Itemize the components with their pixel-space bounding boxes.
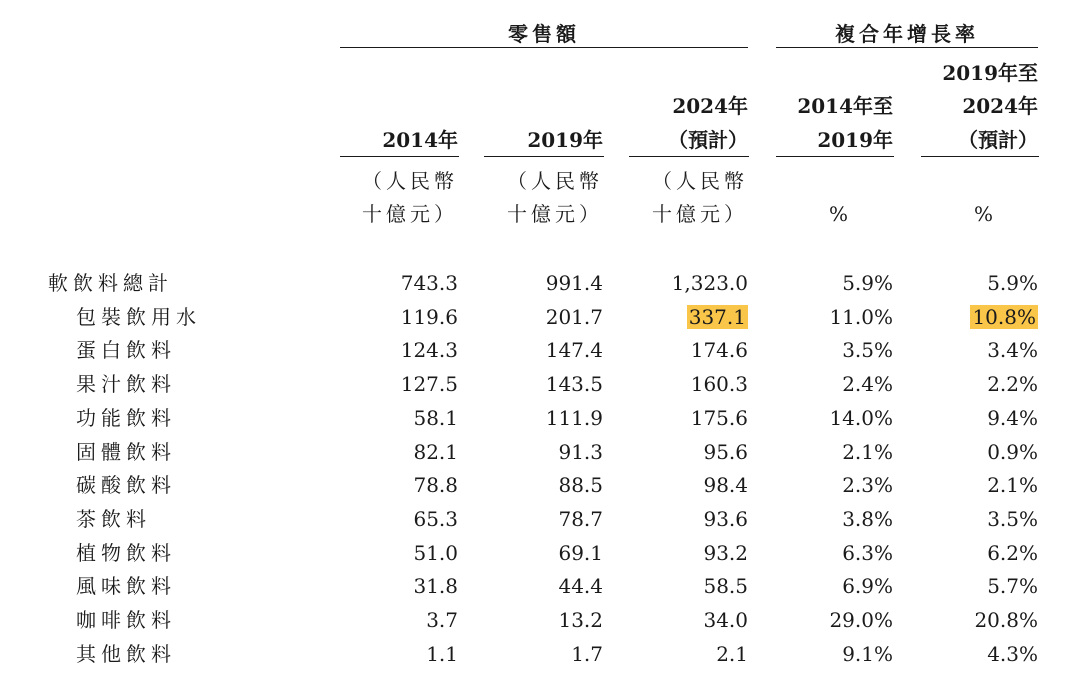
row-label: 咖啡飲料 [76, 608, 176, 632]
table-cell: 3.4% [987, 338, 1038, 363]
table-cell: 991.4 [545, 271, 603, 295]
table-cell: 58.5 [703, 574, 748, 599]
table-cell: 29.0% [829, 608, 893, 632]
row-label: 固體飲料 [76, 439, 176, 464]
column-unit-4-unit2: % [828, 202, 848, 226]
column-rule-1 [340, 156, 459, 157]
table-cell: 91.3 [558, 439, 603, 464]
table-cell [608, 301, 748, 334]
column-header-4-line2: 2014年至 [797, 94, 893, 118]
retail-sales-rule [340, 47, 748, 48]
table-cell: 147.4 [545, 338, 603, 363]
table-cell: 5.9% [987, 271, 1038, 295]
column-header-3-line3: （預計） [668, 128, 748, 152]
table-cell: 201.7 [545, 304, 603, 329]
table-cell: 69.1 [558, 540, 603, 565]
table-cell: 1.1 [426, 641, 458, 666]
table-cell: 3.5% [987, 506, 1038, 531]
table-cell: 4.3% [987, 641, 1038, 666]
table-cell: 3.7 [426, 608, 458, 632]
table-cell: 174.6 [690, 338, 748, 363]
table-cell: 78.7 [558, 506, 603, 531]
column-rule-3 [629, 156, 749, 157]
row-label: 風味飲料 [76, 574, 176, 599]
table-cell: 20.8% [974, 608, 1038, 632]
column-header-2-line3: 2019年 [527, 128, 603, 152]
column-unit-1-unit2: 十億元） [362, 202, 458, 226]
row-label: 軟飲料總計 [48, 271, 173, 295]
row-label: 碳酸飲料 [76, 473, 176, 498]
table-cell: 160.3 [690, 372, 748, 397]
column-unit-3-unit1: （人民幣 [652, 169, 748, 193]
table-cell: 3.8% [842, 506, 893, 531]
row-label: 果汁飲料 [76, 372, 176, 397]
table-cell: 14.0% [829, 405, 893, 430]
table-cell: 58.1 [413, 405, 458, 430]
row-label: 茶飲料 [76, 506, 151, 531]
table-cell: 2.3% [842, 473, 893, 498]
table-cell: 11.0% [829, 304, 893, 329]
column-rule-2 [484, 156, 604, 157]
highlighted-value: 10.8% [972, 304, 1036, 329]
table-cell: 31.8 [413, 574, 458, 599]
table-cell: 743.3 [400, 271, 458, 295]
table-cell: 93.6 [703, 506, 748, 531]
row-label: 功能飲料 [76, 405, 176, 430]
column-header-1-line3: 2014年 [382, 128, 458, 152]
table-cell: 175.6 [690, 405, 748, 430]
table-cell: 5.9% [842, 271, 893, 295]
table-cell: 143.5 [545, 372, 603, 397]
table-cell: 65.3 [413, 506, 458, 531]
table-cell: 88.5 [558, 473, 603, 498]
row-label: 蛋白飲料 [76, 338, 176, 363]
table-cell: 44.4 [558, 574, 603, 599]
table-cell: 51.0 [413, 540, 458, 565]
table-cell: 2.1 [716, 641, 748, 666]
table-cell: 111.9 [545, 405, 603, 430]
column-unit-2-unit1: （人民幣 [507, 169, 603, 193]
column-unit-1-unit1: （人民幣 [362, 169, 458, 193]
table-cell: 82.1 [413, 439, 458, 464]
row-label: 其他飲料 [76, 641, 176, 666]
table-cell: 2.1% [987, 473, 1038, 498]
table-cell: 2.4% [842, 372, 893, 397]
table-cell: 6.3% [842, 540, 893, 565]
table-cell: 2.1% [842, 439, 893, 464]
cagr-header: 複合年增長率 [835, 22, 979, 46]
table-cell: 5.7% [987, 574, 1038, 599]
table-cell: 95.6 [703, 439, 748, 464]
column-header-5-line1: 2019年至 [942, 61, 1038, 85]
column-header-5-line3: （預計） [958, 128, 1038, 152]
table-cell: 124.3 [400, 338, 458, 363]
row-label: 包裝飲用水 [76, 304, 201, 329]
table-cell: 93.2 [703, 540, 748, 565]
table-cell: 9.4% [987, 405, 1038, 430]
table-cell: 6.2% [987, 540, 1038, 565]
retail-sales-header: 零售額 [508, 22, 580, 46]
table-cell: 119.6 [400, 304, 458, 329]
column-header-4-line3: 2019年 [817, 128, 893, 152]
table-cell: 2.2% [987, 372, 1038, 397]
table-cell: 1,323.0 [671, 271, 748, 295]
column-unit-3-unit2: 十億元） [652, 202, 748, 226]
column-header-3-line2: 2024年 [672, 94, 748, 118]
table-cell: 0.9% [987, 439, 1038, 464]
column-unit-2-unit2: 十億元） [507, 202, 603, 226]
column-rule-5 [921, 156, 1039, 157]
highlighted-value: 337.1 [688, 304, 746, 329]
table-cell: 3.5% [842, 338, 893, 363]
cagr-rule [776, 47, 1038, 48]
table-cell: 98.4 [703, 473, 748, 498]
table-cell: 78.8 [413, 473, 458, 498]
table-cell: 127.5 [400, 372, 458, 397]
table-cell: 9.1% [842, 641, 893, 666]
table-cell: 1.7 [571, 641, 603, 666]
table-cell [898, 301, 1038, 334]
column-unit-5-unit2: % [973, 202, 993, 226]
column-header-5-line2: 2024年 [962, 94, 1038, 118]
column-rule-4 [776, 156, 894, 157]
table-cell: 34.0 [703, 608, 748, 632]
table-cell: 13.2 [558, 608, 603, 632]
table-cell: 6.9% [842, 574, 893, 599]
row-label: 植物飲料 [76, 540, 176, 565]
